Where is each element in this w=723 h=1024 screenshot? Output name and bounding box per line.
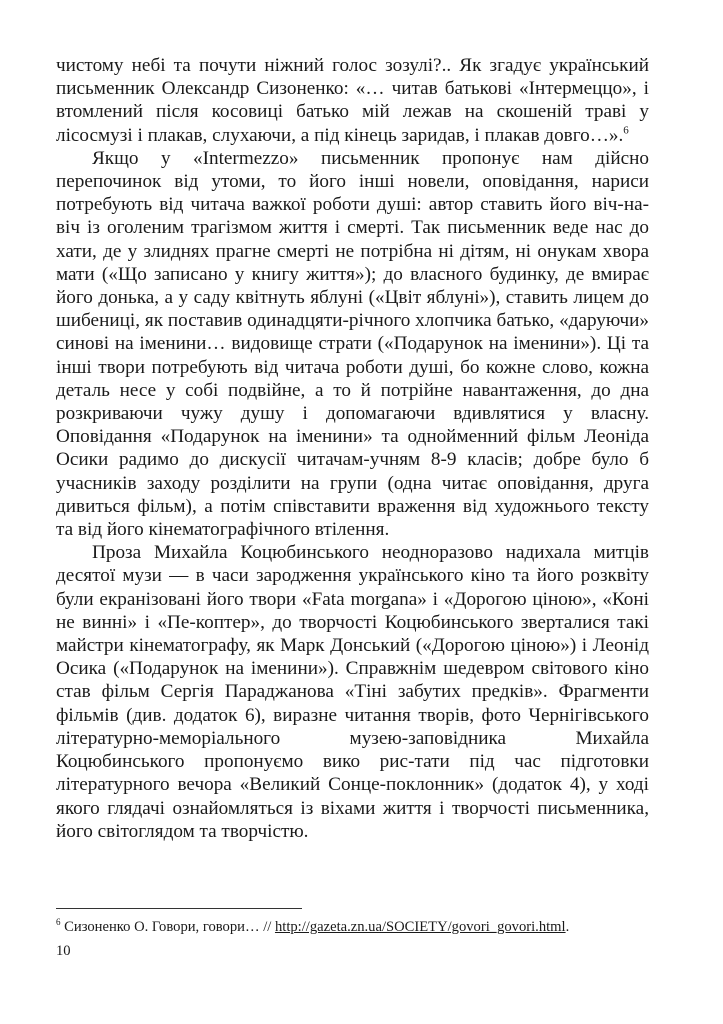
footnote-link[interactable]: http://gazeta.zn.ua/SOCIETY/govori_govori.html [274, 919, 566, 935]
footnote-number: 6 [56, 917, 61, 928]
paragraph-2: Якщо у «Intermezzo» письменник пропонує нам дійсно перепочинок від утоми, то його інші новели, оповідання, нариси потребують від читача важкої роботи душі: автор ставить його віч-на-віч із оголеним трагізмом життя і смерті. Так письменник веде нас до хати, де у злиднях прагне смерті не потрібна ні дітям, ні онукам хвора мати («Що записано у книгу життя»); до власного будинку, де вмирає його донька, а у саду квітнуть яблуні («Цвіт яблуні»), ставить лицем до шибениці, як поставив одинадцяти-річного хлопчика батько, «даруючи» синові на іменини… видовище страти («Подарунок на іменини»). Ці та інші твори потребують від читача роботи душі, бо кожне слово, кожна деталь несе у собі подвійне, а то й потрійне навантаження, до дна розкриваючи чужу душу і допомагаючи вдивлятися у власну. Оповідання «Подарунок на іменини» та однойменний фільм Леоніда Осики радимо до дискусії читачам-учням 8-9 класів; добре було б учасників заходу розділити на групи (одна читає оповідання, друга дивиться фільм), а потім співставити враження від художнього тексту та від його кінематографічного втілення. [56, 147, 649, 541]
paragraph-3: Проза Михайла Коцюбинського неодноразово надихала митців десятої музи — в часи зародження українського кіно та його розквіту були екранізовані його твори «Fata morgana» і «Дорогою ціною», «Коні не винні» і «Пе-коптер», до творчості Коцюбинського зверталися такі майстри кінематографу, як Марк Донський («Дорогою ціною») і Леонід Осика («Подарунок на іменини»). Справжнім шедевром світового кіно став фільм Сергія Параджанова «Тіні забутих предків». Фрагменти фільмів (див. додаток 6), виразне читання творів, фото Чернігівського літературно-меморіального музею-заповідника Михайла Коцюбинського пропонуємо вико рис-тати під час підготовки літературного вечора «Великий Сонце-поклонник» (додаток 4), у ході якого глядачі ознайомляться із віхами життя і творчості письменника, його світоглядом та творчістю. [56, 542, 649, 842]
footnote [56, 918, 656, 936]
footnote-text: Сизоненко О. Говори, говори… // [64, 919, 275, 935]
page-number: 10 [56, 943, 71, 959]
body-text [56, 54, 649, 843]
footnote-trailing: . [565, 919, 570, 935]
paragraph-1-text: чистому небі та почути ніжний голос зозулі?.. Як згадує український письменник Олександр Сизоненко: «… читав батькові «Інтермеццо», і втомлений після косовиці батько мій лежав на скошеній траві у лісосмузі і плакав, слухаючи, а під кінець заридав, і плакав довго…». [56, 55, 649, 146]
footnote-reference[interactable]: 6 [623, 124, 629, 137]
footnote-divider [56, 908, 302, 909]
paragraph-1 [56, 54, 649, 147]
